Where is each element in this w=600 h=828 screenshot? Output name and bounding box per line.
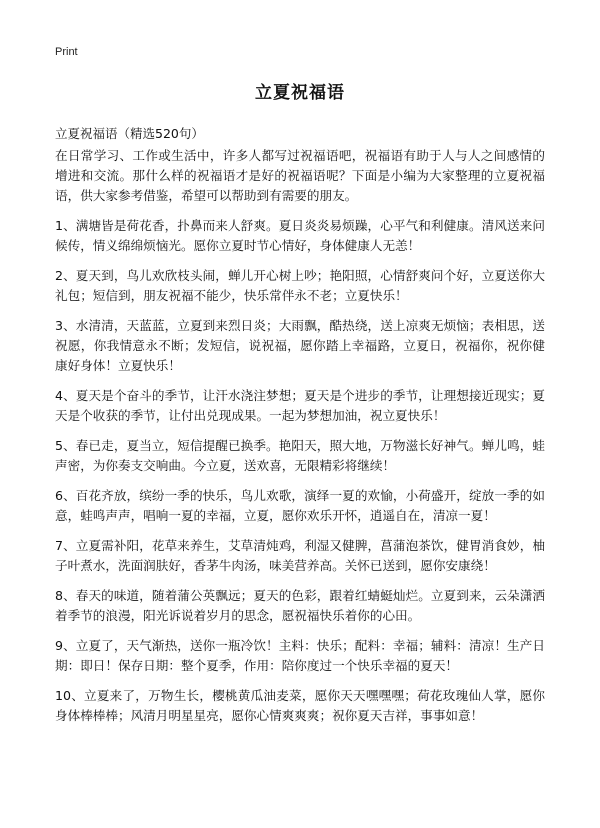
page-title: 立夏祝福语 [255, 83, 345, 103]
list-item: 6、百花齐放，缤纷一季的快乐，鸟儿欢歌，演绎一夏的欢愉，小荷盛开，绽放一季的如意，蛙鸣声声，唱响一夏的幸福，立夏，愿你欢乐开怀，逍遥自在，清凉一夏！ [55, 488, 545, 523]
document-subtitle: 立夏祝福语（精选520句） [55, 126, 204, 141]
document-body [55, 146, 545, 736]
list-item: 7、立夏需补阳，花草来养生，艾草清炖鸡，利湿又健脾，菖蒲泡茶饮，健胃消食妙，柚子叶煮水，洗面润肤好，香茅牛肉汤，味美营养高。关怀已送到，愿你安康绕！ [55, 538, 545, 573]
list-item: 9、立夏了，天气渐热，送你一瓶冷饮！主料：快乐；配料：幸福；辅料：清凉！生产日期：即日！保存日期：整个夏季，作用：陪你度过一个快乐幸福的夏天！ [55, 638, 545, 673]
list-item: 2、夏天到，鸟儿欢欣枝头闹，蝉儿开心树上吵；艳阳照，心情舒爽问个好，立夏送你大礼包；短信到，朋友祝福不能少，快乐常伴永不老；立夏快乐！ [55, 268, 545, 303]
list-item: 5、春已走，夏当立，短信提醒已换季。艳阳天，照大地，万物滋长好神气。蝉儿鸣，蛙声密，为你奏支交响曲。今立夏，送欢喜，无限精彩将继续！ [55, 438, 545, 473]
list-item: 8、春天的味道，随着蒲公英飘远；夏天的色彩，跟着红蜻蜓灿烂。立夏到来，云朵潇洒着季节的浪漫，阳光诉说着岁月的思念，愿祝福快乐着你的心田。 [55, 588, 545, 623]
list-item: 4、夏天是个奋斗的季节，让汗水浇注梦想；夏天是个进步的季节，让理想接近现实；夏天是个收获的季节，让付出兑现成果。一起为梦想加油，祝立夏快乐！ [55, 388, 545, 423]
list-item: 10、立夏来了，万物生长，樱桃黄瓜油麦菜，愿你天天嘿嘿嘿；荷花玫瑰仙人掌，愿你身体棒棒棒；风清月明星星亮，愿你心情爽爽爽；祝你夏天吉祥，事事如意！ [55, 688, 545, 723]
intro-paragraph: 在日常学习、工作或生活中，许多人都写过祝福语吧，祝福语有助于人与人之间感情的增进和交流。那什么样的祝福语才是好的祝福语呢？下面是小编为大家整理的立夏祝福语，供大家参考借鉴，希望可以帮助到有需要的朋友。 [55, 148, 545, 203]
list-item: 3、水清清，天蓝蓝，立夏到来烈日炎；大雨飘，酷热绕，送上凉爽无烦恼；表相思，送祝愿，你我情意永不断；发短信，说祝福，愿你踏上幸福路，立夏日，祝福你，祝你健康好身体！立夏快乐！ [55, 318, 545, 373]
list-item: 1、满塘皆是荷花香，扑鼻而来人舒爽。夏日炎炎易烦躁，心平气和利健康。清风送来问候传，情义绵绵烦恼光。愿你立夏时节心情好，身体健康人无恙！ [55, 218, 545, 253]
print-link[interactable]: Print [55, 46, 78, 58]
